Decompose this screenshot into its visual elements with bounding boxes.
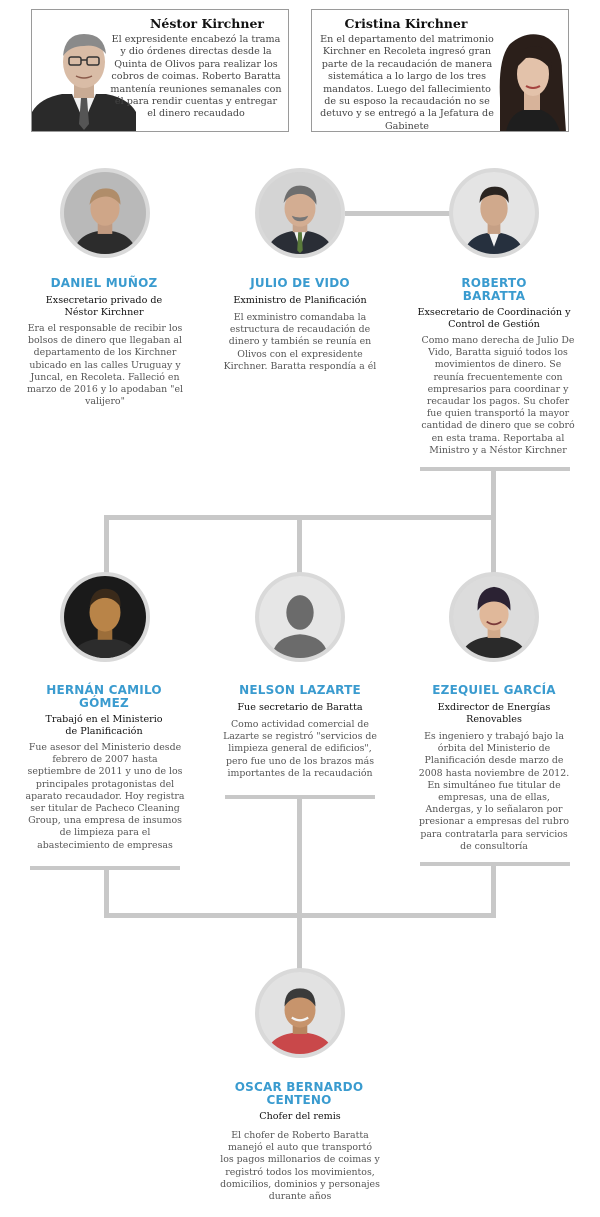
nestor-kirchner-box — [31, 9, 289, 132]
connector-gomez-down — [104, 870, 109, 918]
daniel-munoz-description: Era el responsable de recibir los bolsos de dinero que llegaban al departamento de los Kirchner ubicado en las calles Uruguay y Juncal, en Recoleta. Falleció en marzo de 2016 y lo apodaban "el valijero" — [26, 323, 184, 408]
oscar-bernardo-centeno-photo — [255, 968, 345, 1058]
hernan-camilo-gomez-description: Fue asesor del Ministerio desde febrero de 2007 hasta septiembre de 2011 y uno de los principales protagonistas del aparato recaudador. Hoy registra ser titular de Pacheco Cleaning Group, una empresa de insumos de limpieza para el abastecimiento de empresas — [25, 742, 185, 851]
roberto-baratta-photo — [449, 168, 539, 258]
oscar-bernardo-centeno-description: El chofer de Roberto Baratta manejó el auto que transportó los pagos millonarios de coimas y registró todos los movimientos, domicilios, dominios y personajes durante años — [220, 1130, 380, 1203]
cristina-kirchner-box — [311, 9, 569, 132]
connector-lazarte-down — [297, 799, 302, 969]
connector-gomez-up — [104, 515, 109, 575]
cristina-kirchner-photo — [496, 28, 568, 132]
nelson-lazarte-silhouette-icon — [259, 576, 341, 658]
connector-baratta-down — [491, 471, 496, 517]
oscar-bernardo-centeno-portrait-icon — [259, 972, 341, 1054]
connector-lazarte-up — [297, 515, 302, 575]
nestor-kirchner-name: Néstor Kirchner — [150, 16, 264, 31]
daniel-munoz-role: Exsecretario privado de Néstor Kirchner — [45, 295, 163, 318]
roberto-baratta-description: Como mano derecha de Julio De Vido, Baratta siguió todos los movimientos de dinero. Se reunía frecuentemente con empresarios para coordinar y recaudar los pagos. Su chofer fue quien transportó la mayor cantidad de dinero que se cobró en esta trama. Reportaba al Ministro y a Néstor Kirchner — [421, 335, 575, 456]
oscar-bernardo-centeno-role: Chofer del remis — [259, 1111, 341, 1122]
hernan-camilo-gomez-role: Trabajó en el Ministerio de Planificación — [45, 714, 163, 737]
julio-de-vido-portrait-icon — [259, 172, 341, 254]
cristina-kirchner-name: Cristina Kirchner — [344, 16, 468, 31]
julio-de-vido-name: JULIO DE VIDO — [250, 276, 350, 290]
julio-de-vido-photo — [255, 168, 345, 258]
nelson-lazarte-description: Como actividad comercial de Lazarte se registró "servicios de limpieza general de edificios", pero fue uno de los brazos más importantes de la recaudación — [223, 719, 377, 779]
daniel-munoz-portrait-icon — [64, 172, 146, 254]
cristina-kirchner-description: En el departamento del matrimonio Kirchner en Recoleta ingresó gran parte de la recaudación de manera sistemática a lo largo de los tres mandatos. Luego del fallecimiento de su esposo la recaudación no se detuvo y se entregó a la Jefatura de Gabinete — [320, 34, 494, 132]
nelson-lazarte-role: Fue secretario de Baratta — [237, 702, 363, 713]
nestor-kirchner-description: El expresidente encabezó la trama y dio órdenes directas desde la Quinta de Olivos para realizar los cobros de coimas. Roberto Baratta mantenía reuniones semanales con él para rendir cuentas y entregar el dinero recaudado — [110, 34, 282, 120]
hernan-camilo-gomez-name: HERNÁN CAMILO GÓMEZ — [46, 683, 162, 710]
connector-devido-baratta — [345, 211, 455, 216]
hernan-camilo-gomez-portrait-icon — [64, 576, 146, 658]
connector-garcia-down — [491, 866, 496, 918]
ezequiel-garcia-photo — [449, 572, 539, 662]
nelson-lazarte-name: NELSON LAZARTE — [239, 683, 361, 697]
connector-horizontal-bottom — [104, 913, 496, 918]
daniel-munoz-name: DANIEL MUÑOZ — [50, 276, 158, 290]
roberto-baratta-name: ROBERTO BARATTA — [461, 276, 527, 303]
julio-de-vido-role: Exministro de Planificación — [233, 295, 367, 306]
connector-garcia-up — [491, 515, 496, 575]
nelson-lazarte-photo — [255, 572, 345, 662]
julio-de-vido-description: El exministro comandaba la estructura de recaudación de dinero y también se reunía en Olivos con el expresidente Kirchner. Baratta respondía a él — [223, 312, 377, 372]
hernan-camilo-gomez-photo — [60, 572, 150, 662]
roberto-baratta-portrait-icon — [453, 172, 535, 254]
daniel-munoz-photo — [60, 168, 150, 258]
ezequiel-garcia-portrait-icon — [453, 576, 535, 658]
ezequiel-garcia-name: EZEQUIEL GARCÍA — [432, 683, 556, 697]
ezequiel-garcia-role: Exdirector de Energías Renovables — [437, 702, 551, 725]
oscar-bernardo-centeno-name: OSCAR BERNARDO CENTENO — [234, 1080, 364, 1107]
ezequiel-garcia-description: Es ingeniero y trabajó bajo la órbita del Ministerio de Planificación desde marzo de 2008 hasta noviembre de 2012. En simultáneo fue titular de empresas, una de ellas, Andergas, y lo señalaron por presionar a empresas del rubro para contratarla para servicios de consultoría — [418, 731, 570, 852]
roberto-baratta-role: Exsecretario de Coordinación y Control de Gestión — [417, 307, 571, 330]
